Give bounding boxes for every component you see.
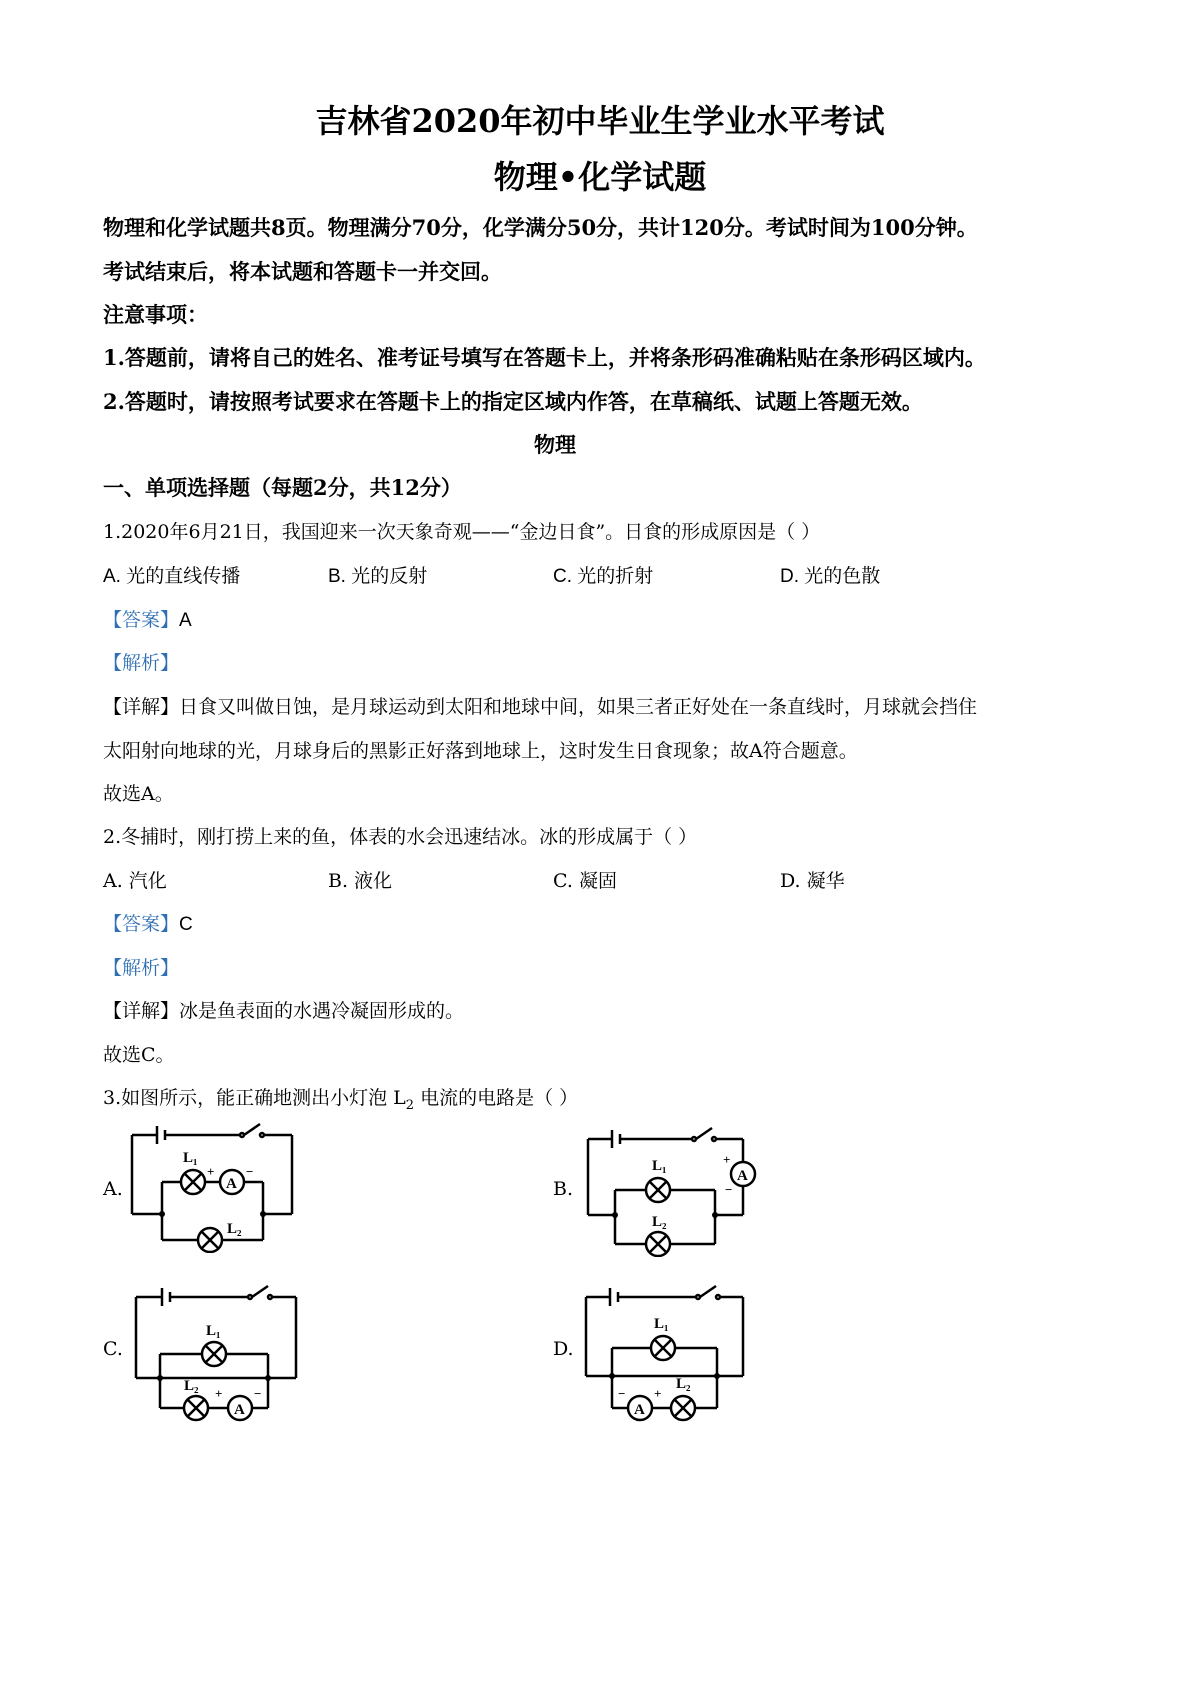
q1-answer-value: A [179, 610, 192, 631]
circuit-d-plus: + [654, 1386, 662, 1401]
page-title: 吉林省2020年初中毕业生学业水平考试 [315, 102, 885, 140]
q3-stem-sub: 2 [405, 1097, 415, 1113]
circuit-a-lamp1-label: L₁ [183, 1150, 198, 1166]
circuit-a-minus: − [246, 1164, 254, 1179]
circuit-d-minus: − [618, 1386, 626, 1401]
intro-line-2: 考试结束后，将本试题和答题卡一并交回。 [103, 259, 502, 284]
q2-detail: 【详解】冰是鱼表面的水遇冷凝固形成的。 [103, 1000, 465, 1022]
q2-option-a: A. 汽化 [103, 870, 167, 892]
section-heading: 一、单项选择题（每题2分，共12分） [103, 475, 462, 500]
circuit-d-lamp1-label: L₁ [654, 1316, 669, 1332]
circuit-c-minus: − [254, 1386, 262, 1401]
q1-conclusion: 故选A。 [103, 783, 174, 805]
circuit-a-plus: + [207, 1164, 215, 1179]
circuit-b-plus: + [723, 1152, 731, 1167]
q1-answer-label: 【答案】 [103, 609, 180, 631]
circuit-c-ammeter-label: A [234, 1402, 245, 1418]
q2-option-c: C. 凝固 [553, 870, 617, 892]
q1-analysis-label: 【解析】 [103, 652, 180, 674]
q2-conclusion: 故选C。 [103, 1044, 175, 1066]
q2-option-d: D. 凝华 [780, 870, 845, 892]
q2-option-b: B. 液化 [328, 870, 393, 892]
q2-answer [103, 909, 193, 936]
circuit-c-diagram [130, 1280, 305, 1425]
circuit-c-lamp1-label: L₁ [206, 1323, 221, 1339]
q2-stem: 2.冬捕时，刚打捞上来的鱼，体表的水会迅速结冰。冰的形成属于（ ） [103, 826, 698, 848]
q1-answer [103, 605, 192, 632]
circuit-b-lamp1-label: L₁ [652, 1158, 667, 1174]
circuit-b-lamp2-label: L₂ [652, 1214, 667, 1230]
q3-stem-pre: 3.如图所示，能正确地测出小灯泡 L [103, 1087, 406, 1109]
q1-option-b: B. 光的反射 [328, 566, 428, 587]
q1-detail-2: 太阳射向地球的光，月球身后的黑影正好落到地球上，这时发生日食现象；故A符合题意。 [103, 740, 858, 762]
q2-analysis-label: 【解析】 [103, 957, 180, 979]
q2-answer-label: 【答案】 [103, 913, 180, 935]
q2-answer-value: C [179, 914, 193, 935]
circuit-c-lamp2-label: L₂ [184, 1378, 199, 1394]
page-subtitle: 物理•化学试题 [493, 158, 707, 196]
q3-option-c-label: C. [103, 1338, 123, 1360]
circuit-a-lamp2-label: L₂ [227, 1221, 242, 1237]
q3-stem-post: 电流的电路是（ ） [414, 1087, 579, 1109]
notes-label: 注意事项： [103, 302, 208, 327]
q3-option-b-label: B. [553, 1178, 574, 1200]
q3-option-a-label: A. [103, 1178, 123, 1200]
circuit-c-plus: + [215, 1386, 223, 1401]
circuit-d-ammeter-label: A [634, 1402, 645, 1418]
circuit-a-ammeter-label: A [226, 1176, 237, 1192]
circuit-b-diagram [582, 1122, 767, 1257]
note-1: 1.答题前，请将自己的姓名、准考证号填写在答题卡上，并将条形码准确粘贴在条形码区域内。 [103, 345, 986, 370]
intro-line-1: 物理和化学试题共8页。物理满分70分，化学满分50分，共计120分。考试时间为100分钟。 [103, 215, 978, 240]
q1-option-c: C. 光的折射 [553, 566, 654, 587]
circuit-a-diagram [125, 1118, 300, 1253]
subject-heading: 物理 [534, 432, 576, 457]
q3-stem [103, 1083, 578, 1113]
circuit-b-ammeter-label: A [737, 1168, 748, 1184]
q1-option-d: D. 光的色散 [780, 566, 881, 587]
note-2: 2.答题时，请按照考试要求在答题卡上的指定区域内作答，在草稿纸、试题上答题无效。 [103, 389, 923, 414]
q1-detail-1: 【详解】日食又叫做日蚀，是月球运动到太阳和地球中间，如果三者正好处在一条直线时，月球就会挡住 [103, 696, 978, 718]
circuit-d-lamp2-label: L₂ [676, 1376, 691, 1392]
q3-option-d-label: D. [553, 1338, 574, 1360]
q1-stem: 1.2020年6月21日，我国迎来一次天象奇观——“金边日食”。日食的形成原因是（ ） [103, 521, 821, 543]
q1-option-a: A. 光的直线传播 [103, 566, 241, 587]
circuit-d-diagram [580, 1280, 755, 1425]
circuit-b-minus: − [725, 1182, 733, 1197]
